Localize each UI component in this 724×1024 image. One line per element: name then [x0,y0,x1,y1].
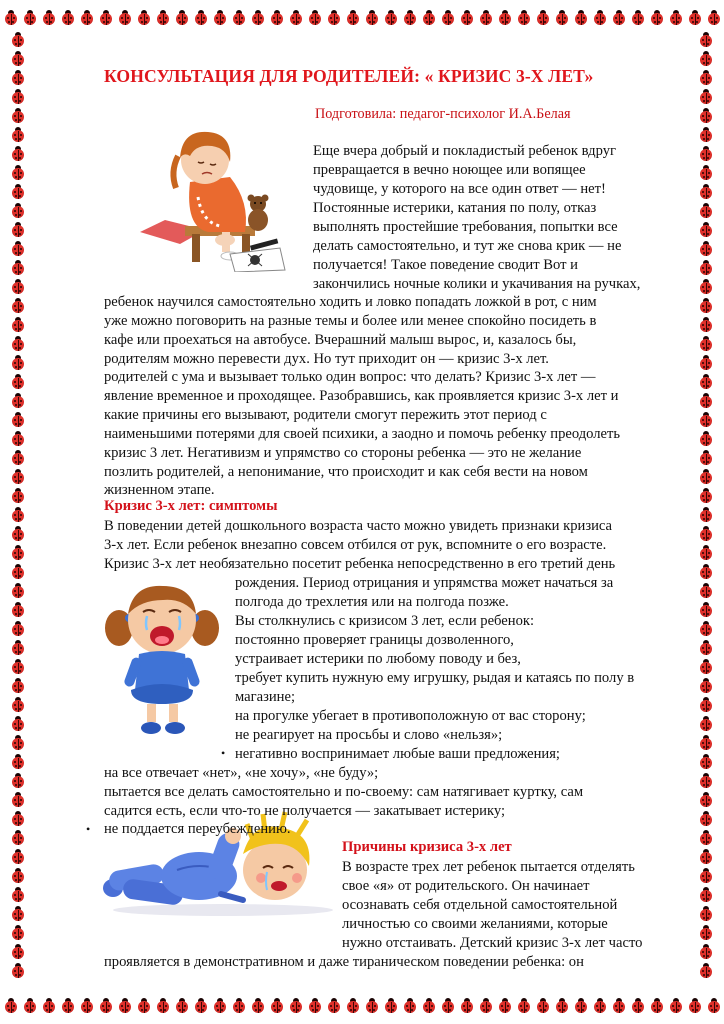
symptoms-line: магазине; [235,689,295,705]
symptoms-line: на все отвечает «нет», «не хочу», «не буду»; [104,765,379,781]
symptoms-line: негативно воспринимает любые ваши предложения; [235,746,560,762]
causes-line: нужно отстаивать. Детский кризис 3-х лет часто [342,935,643,951]
intro-line: кафе или проехаться на автобусе. Вчерашний малыш вырос, и, казалось бы, [104,332,577,348]
sad-girl-illustration [130,122,290,272]
causes-heading: Причины кризиса 3-х лет [342,839,512,855]
causes-line: В возрасте трех лет ребенок пытается отделять [342,859,635,875]
symptoms-line: рождения. Период отрицания и упрямства может начаться за [235,575,614,591]
intro-line: делать самостоятельно, и тут же снова крик — не [313,238,622,254]
intro-line: жизненном этапе. [104,482,215,498]
page-title: КОНСУЛЬТАЦИЯ ДЛЯ РОДИТЕЛЕЙ: « КРИЗИС 3-Х ЛЕТ» [104,66,594,86]
intro-line: родителям можно перевести дух. Но тут приходит он — кризис 3-х лет. [104,351,549,367]
symptoms-line: Кризис 3-х лет необязательно посетит ребенка непосредственно в его третий день [104,556,616,572]
symptoms-line: на прогулке убегает в противоположную от вас сторону; [235,708,586,724]
symptoms-line: требует купить нужную ему игрушку, рыдая и катаясь по полу в [235,670,635,686]
intro-line: закончились ночные колики и укачивания на ручках, [313,276,641,292]
intro-line: превращается в вечно ноющее или вопящее [313,162,586,178]
symptoms-line: 3-х лет. Если ребенок внезапно совсем отбился от рук, вспомните о его возрасте. [104,537,607,553]
symptoms-line: В поведении детей дошкольного возраста часто можно увидеть признаки кризиса [104,518,613,534]
causes-line: осознавать себя отдельной самостоятельной [342,897,618,913]
symptoms-line: садится есть, если что-то не получается — закатывает истерику; [104,803,506,819]
symptoms-heading: Кризис 3-х лет: симптомы [104,498,278,514]
author-line: Подготовила: педагог-психолог И.А.Белая [315,106,571,122]
causes-line: личностью со своими желаниями, которые [342,916,608,932]
symptoms-line: Вы столкнулись с кризисом 3 лет, если ребенок: [235,613,535,629]
intro-line: наименьшими потерями для своей психики, а заодно и помочь ребенку преодолеть [104,426,621,442]
causes-line: свое «я» от родительского. Он начинает [342,878,590,894]
crying-girl-illustration [103,578,223,738]
symptoms-line: устраивает истерики по любому поводу и без, [235,651,521,667]
intro-line: кризис 3 лет. Негативизм и упрямство со стороны ребенка — это не желание [104,445,582,461]
symptoms-line: не поддается переубеждению. [104,821,291,837]
intro-line: ребенок научился самостоятельно ходить и ловко попадать ложкой в рот, с ним [104,294,597,310]
bullet-marker: • [86,822,91,836]
bullet-marker: • [221,746,226,760]
intro-line: позлить родителей, а непонимание, что происходит и как себя вести на новом [104,464,588,480]
symptoms-line: пытается все делать самостоятельно и по-своему: сам натягивает куртку, сам [104,784,584,800]
causes-line: проявляется в демонстративном и даже тираническом поведении ребенка: он [104,954,584,970]
intro-line: чудовище, у которого на все один ответ — нет! [313,181,606,197]
intro-line: какие причины его вызывают, родители смогут пережить этот период с [104,407,547,423]
intro-line: получается! Такое поведение сводит Вот и [313,257,578,273]
intro-line: родителей с ума и вызывает только один вопрос: что делать? Кризис 3-х лет — [104,369,596,385]
intro-line: выполнять простейшие требования, попытки все [313,219,618,235]
intro-line: уже можно поговорить на разные темы и более или менее спокойно посидеть в [104,313,597,329]
symptoms-line: постоянно проверяет границы дозволенного, [235,632,514,648]
symptoms-line: полгода до трехлетия или на полгода позже. [235,594,509,610]
intro-line: Еще вчера добрый и покладистый ребенок вдруг [313,143,616,159]
symptoms-line: не реагирует на просьбы и слово «нельзя»; [235,727,503,743]
intro-line: Постоянные истерики, катания по полу, отказ [313,200,597,216]
intro-line: явление временное и проходящее. Разобравшись, как проявляется кризис 3-х лет и [104,388,619,404]
